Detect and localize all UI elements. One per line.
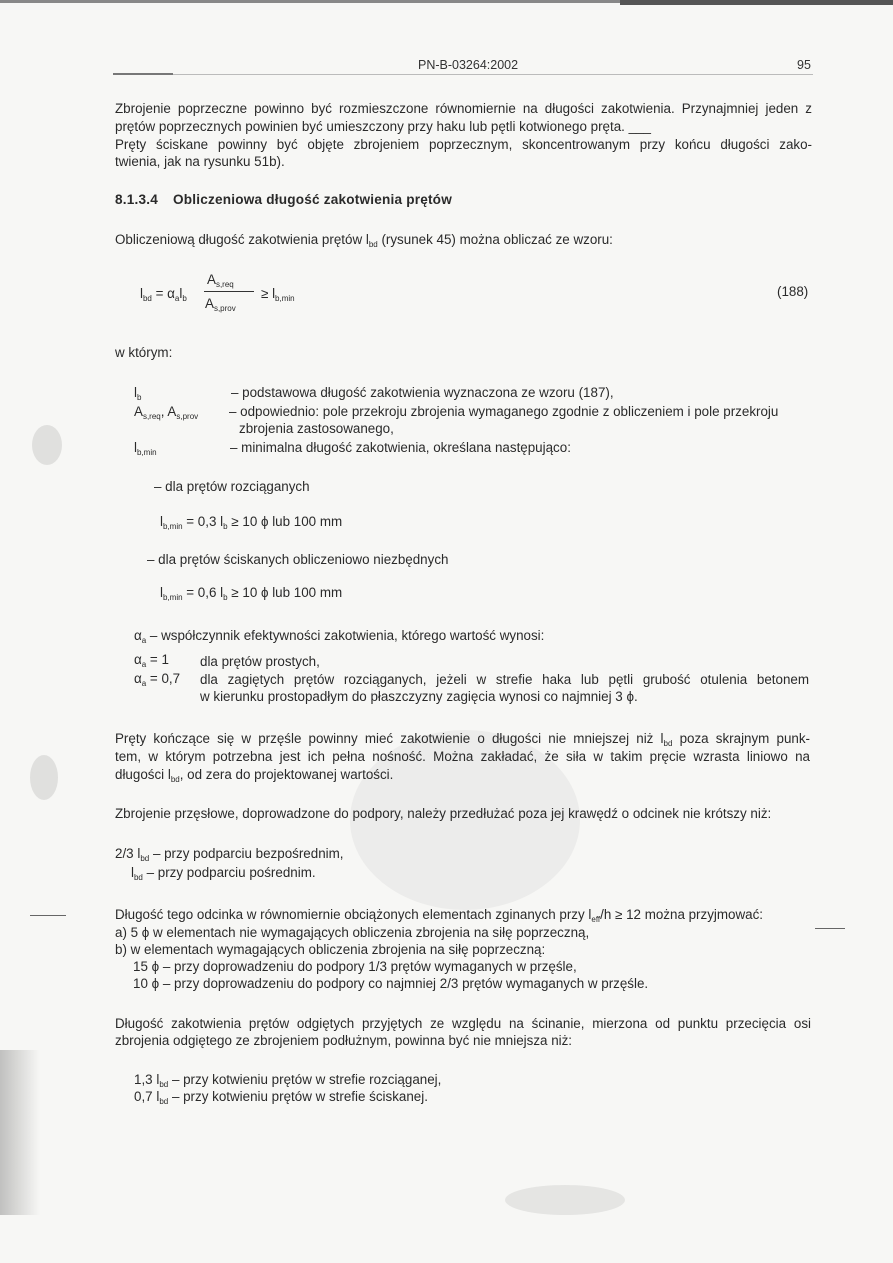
- scan-blob-left-2: [30, 755, 58, 800]
- case-tension-formula: $l_{b,min} = 0,3$ $l_b \ge 10$ ϕ lub 100 mm: [160, 514, 343, 531]
- scan-blob-left-1: [32, 425, 62, 465]
- bent-bars-tension: 1,3 $l_{bd}$ – przy kotwieniu prętów w strefie rozciąganej,: [134, 1072, 442, 1089]
- case-compression: – dla prętów ściskanych obliczeniowo niezbędnych: [147, 552, 449, 567]
- header-rule: [113, 74, 813, 75]
- paragraph-4-item-b1: 15 ϕ – przy doprowadzeniu do podpory 1/3 prętów wymaganych w przęśle,: [133, 959, 577, 974]
- scan-dash-right: [815, 928, 845, 929]
- def-as-text-cont: zbrojenia zastosowanego,: [239, 421, 394, 436]
- paragraph-3: Zbrojenie przęsłowe, doprowadzone do podpory, należy przedłużać poza jej krawędź o odcinek nie krótszy niż:: [115, 806, 772, 821]
- section-title: Obliczeniowa długość zakotwienia prętów: [173, 192, 452, 207]
- page-number: 95: [797, 58, 811, 72]
- header-rule-accent: [113, 73, 173, 75]
- paragraph-2-line-2: tem, w którym potrzebna jest ich pełna nośność. Można zakładać, że siła w takim pręcie wzrasta liniowo na: [115, 749, 810, 764]
- case-tension: – dla prętów rozciąganych: [154, 479, 310, 494]
- alpha-value-1: $\alpha_a = 1$: [134, 652, 169, 669]
- document-code: PN-B-03264:2002: [418, 58, 519, 72]
- paragraph-4-item-a: a) 5 ϕ w elementach nie wymagających obliczenia zbrojenia na siłę poprzeczną,: [115, 925, 590, 940]
- support-indirect: $l_{bd}$ – przy podparciu pośrednim.: [131, 865, 316, 882]
- bent-bars-compression: 0,7 $l_{bd}$ – przy kotwieniu prętów w strefie ściskanej.: [134, 1089, 428, 1106]
- alpha-value-2-text-cont: w kierunku prostopadłym do płaszczyzny zagięcia wynosi co najmniej 3 ϕ.: [200, 689, 638, 704]
- paragraph-4-item-b2: 10 ϕ – przy doprowadzeniu do podpory co najmniej 2/3 prętów wymaganych w przęśle.: [133, 976, 649, 991]
- paragraph-2-line-3: długości $l_{bd}$, od zera do projektowanej wartości.: [115, 767, 394, 784]
- def-lbmin-symbol: $l_{b,min}$: [134, 440, 157, 457]
- formula-rhs: ≥ $l_{b,min}$: [261, 286, 295, 303]
- formula-number: (188): [777, 284, 809, 299]
- support-direct: 2/3 $l_{bd}$ – przy podparciu bezpośrednim,: [115, 846, 344, 863]
- paragraph-5-line-2: zbrojenia odgiętego ze zbrojeniem podłużnym, powinna być nie mniejsza niż:: [115, 1033, 573, 1048]
- paragraph-1-line-2: prętów poprzecznych powinien być umieszczony przy haku lub pętli kotwionego pręta. ___: [115, 119, 651, 134]
- case-compression-formula: $l_{b,min} = 0,6$ $l_b \ge 10$ ϕ lub 100 mm: [160, 585, 343, 602]
- formula-lhs: $l_{bd} = \alpha_al_b$: [140, 286, 187, 303]
- paragraph-5-line-1: Długość zakotwienia prętów odgiętych przyjętych ze względu na ścinanie, mierzona od punktu przecięcia osi: [115, 1016, 811, 1031]
- paragraph-2-line-1: Pręty kończące się w przęśle powinny mieć zakotwienie o długości nie mniejszej niż $l_{bd}$ poza skrajnym punk-: [115, 731, 810, 748]
- alpha-definition: $\alpha_a$ – współczynnik efektywności zakotwienia, którego wartość wynosi:: [134, 628, 545, 645]
- alpha-value-1-text: dla prętów prostych,: [200, 654, 320, 669]
- scan-dash-left: [30, 915, 66, 916]
- def-lbmin-text: – minimalna długość zakotwienia, określana następująco:: [230, 440, 571, 455]
- scan-edge-top-right: [620, 0, 893, 5]
- def-as-text: – odpowiednio: pole przekroju zbrojenia wymaganego zgodnie z obliczeniem i pole przekroju: [229, 404, 779, 419]
- intro-sentence: Obliczeniową długość zakotwienia prętów $l_{bd}$ (rysunek 45) można obliczać ze wzoru:: [115, 232, 613, 249]
- paragraph-1-line-3: Pręty ściskane powinny być objęte zbrojeniem poprzecznym, skoncentrowanym przy końcu długości zako-: [115, 137, 812, 152]
- where-label: w którym:: [115, 345, 173, 360]
- formula-fraction-bar: [204, 291, 254, 292]
- formula-numerator: $A_{s,req}$: [207, 272, 234, 289]
- def-as-symbol: $A_{s,req}$, $A_{s,prov}$: [134, 404, 199, 421]
- paragraph-1-line-4: twienia, jak na rysunku 51b).: [115, 154, 285, 169]
- alpha-value-2: $\alpha_a = 0,7$: [134, 671, 181, 688]
- formula-denominator: $A_{s,prov}$: [205, 296, 236, 313]
- paragraph-1-line-1: Zbrojenie poprzeczne powinno być rozmieszczone równomiernie na długości zakotwienia. Przynajmniej jeden z: [115, 101, 812, 116]
- alpha-value-2-text: dla zagiętych prętów rozciąganych, jeżeli w strefie haka lub pętli grubość otulenia betonem: [200, 672, 809, 687]
- paragraph-4-item-b: b) w elementach wymagających obliczenia zbrojenia na siłę poprzeczną:: [115, 942, 546, 957]
- paragraph-4: Długość tego odcinka w równomiernie obciążonych elementach zginanych przy $l_{eff}/h \ge 12$ można przyjmować:: [115, 907, 764, 924]
- scan-smudge-bottom: [505, 1185, 625, 1215]
- def-lb-symbol: $l_b$: [134, 385, 142, 402]
- def-lb-text: – podstawowa długość zakotwienia wyznaczona ze wzoru (187),: [231, 385, 614, 400]
- section-number: 8.1.3.4: [115, 192, 158, 207]
- scan-noise-bottom-left: [0, 1050, 40, 1215]
